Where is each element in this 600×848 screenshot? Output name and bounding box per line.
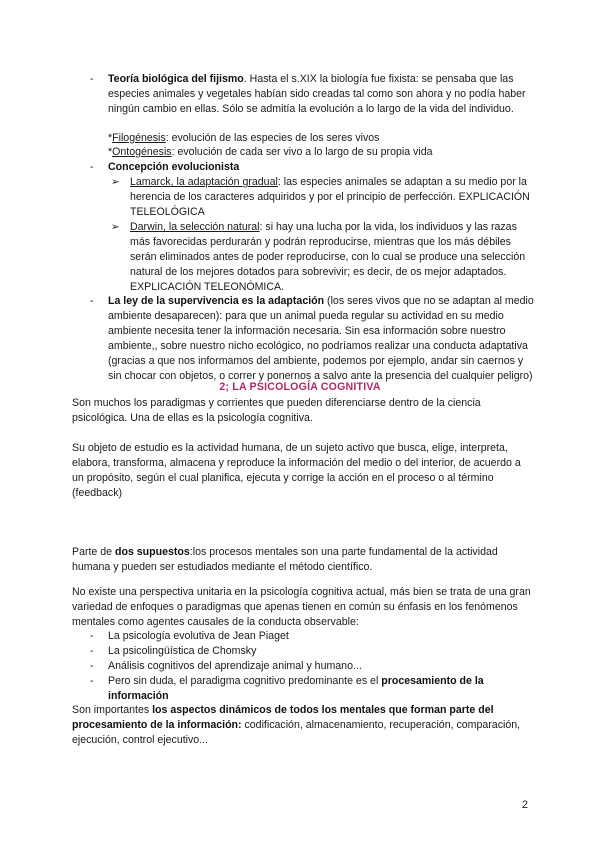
paragraph-paradigmas: Son muchos los paradigmas y corrientes que pueden diferenciarse dentro de la ciencia psicológica. Una de ellas es la psicología cognitiva.	[72, 397, 481, 424]
ontogenesis-text: : evolución de cada ser vivo a lo largo de su propia vida	[171, 146, 433, 158]
paragraph-supuestos	[72, 545, 534, 575]
darwin-text: : si hay una lucha por la vida, los individuos y las razas más favorecidas perdurarán y podrán reproducirse, mientras que los más débiles serán eliminados antes de poder reproducirse, con lo cual se produce una selección natural de los mejores dotados para sobrevivir; es decir, de os mejor adaptados. EXPLICACIÓN TELEONÓMICA.	[130, 221, 526, 293]
ontogenesis-term: Ontogénesis	[112, 146, 172, 158]
page-number: 2	[521, 799, 528, 811]
supervivencia-paragraph	[108, 294, 534, 384]
lamarck-paragraph	[130, 175, 534, 220]
list-item: La psicolingüística de Chomsky	[108, 645, 257, 657]
aspectos-text: codificación, almacenamiento, recuperación, comparación, ejecución, control ejecutivo...	[72, 719, 521, 746]
supuestos-text: :los procesos mentales son una parte fundamental de la actividad humana y pueden ser estudiados mediante el método científico.	[72, 546, 498, 573]
lamarck-text: : las especies animales se adaptan a su medio por la herencia de los caracteres adquiridos y por el principio de perfección. EXPLICACIÓN TELEOLÓGICA	[130, 176, 530, 218]
list-bullet: -	[90, 660, 94, 672]
list-bullet: -	[90, 675, 94, 687]
ontogenesis-line	[108, 145, 534, 160]
darwin-term: Darwin, la selección natural	[130, 221, 260, 233]
evolucionista-title-line	[108, 160, 534, 175]
fijismo-paragraph	[108, 72, 534, 117]
filogenesis-text: : evolución de las especies de los seres vivos	[165, 132, 380, 144]
list-item	[108, 674, 534, 704]
aspectos-bold: los aspectos dinámicos de todos los mentales que forman parte del procesamiento de la información:	[72, 704, 494, 731]
filogenesis-term: Filogénesis	[112, 132, 166, 144]
supuestos-prefix: Parte de	[72, 546, 115, 558]
lamarck-term: Lamarck, la adaptación gradual	[130, 176, 278, 188]
asterisk: *	[108, 146, 113, 158]
list-item: Análisis cognitivos del aprendizaje animal y humano...	[108, 660, 362, 672]
arrow-bullet-icon: ➢	[111, 221, 120, 233]
list-item: La psicología evolutiva de Jean Piaget	[108, 630, 289, 642]
asterisk: *	[108, 132, 113, 144]
supervivencia-text: (los seres vivos que no se adaptan al medio ambiente desaparecen): para que un animal pueda regular su actividad en su medio ambiente necesita tener la información necesaria. Sin esa información sobre nuestro ambiente,, sobre nuestro nicho ecológico, no podríamos realizar una conducta adaptativa (gracias a que nos informamos del ambiente, podemos por ejemplo, andar sin caernos y sin chocar con objetos, o correr y ponernos a salvo ante la presencia del cualquier peligro)	[108, 295, 534, 382]
supuestos-bold: dos supuestos	[115, 546, 190, 558]
list-bullet: -	[90, 630, 94, 642]
evolucionista-title: Concepción evolucionista	[108, 161, 240, 173]
darwin-paragraph	[130, 220, 534, 295]
fijismo-title: Teoría biológica del fijismo	[108, 73, 244, 85]
list-bullet: -	[90, 645, 94, 657]
procesamiento-bold: procesamiento de la información	[108, 675, 484, 702]
supervivencia-title: La ley de la supervivencia es la adaptación	[108, 295, 325, 307]
arrow-bullet-icon: ➢	[111, 176, 120, 188]
list-bullet: -	[90, 161, 94, 173]
list-item-text: Pero sin duda, el paradigma cognitivo predominante es el	[108, 675, 382, 687]
paragraph-objeto: Su objeto de estudio es la actividad humana, de un sujeto activo que busca, elige, interpreta, elabora, transforma, almacena y reproduce la información del medio o del interior, de acuerdo a un propósito, según el cual planifica, ejecuta y corrige la acción en el proceso o al término (feedback)	[72, 442, 521, 499]
paragraph-aspectos	[72, 703, 534, 748]
list-bullet: -	[90, 73, 94, 85]
list-bullet: -	[90, 295, 94, 307]
section-heading: 2; LA PSICOLOGÍA COGNITIVA	[219, 381, 381, 393]
fijismo-text: . Hasta el s.XIX la biología fue fixista: se pensaba que las especies animales y vegetales habían sido creadas tal como son ahora y no podía haber ningún cambio en ellas. Sólo se admitía la evolución a lo largo de la vida del individuo.	[108, 73, 526, 115]
filogenesis-line	[108, 131, 534, 146]
aspectos-prefix: Son importantes	[72, 704, 153, 716]
paragraph-perspectiva: No existe una perspectiva unitaria en la psicología cognitiva actual, más bien se trata de una gran variedad de enfoques o paradigmas que apenas tienen en común su énfasis en los fenómenos mentales como agentes causales de la conducta observable:	[72, 586, 531, 628]
